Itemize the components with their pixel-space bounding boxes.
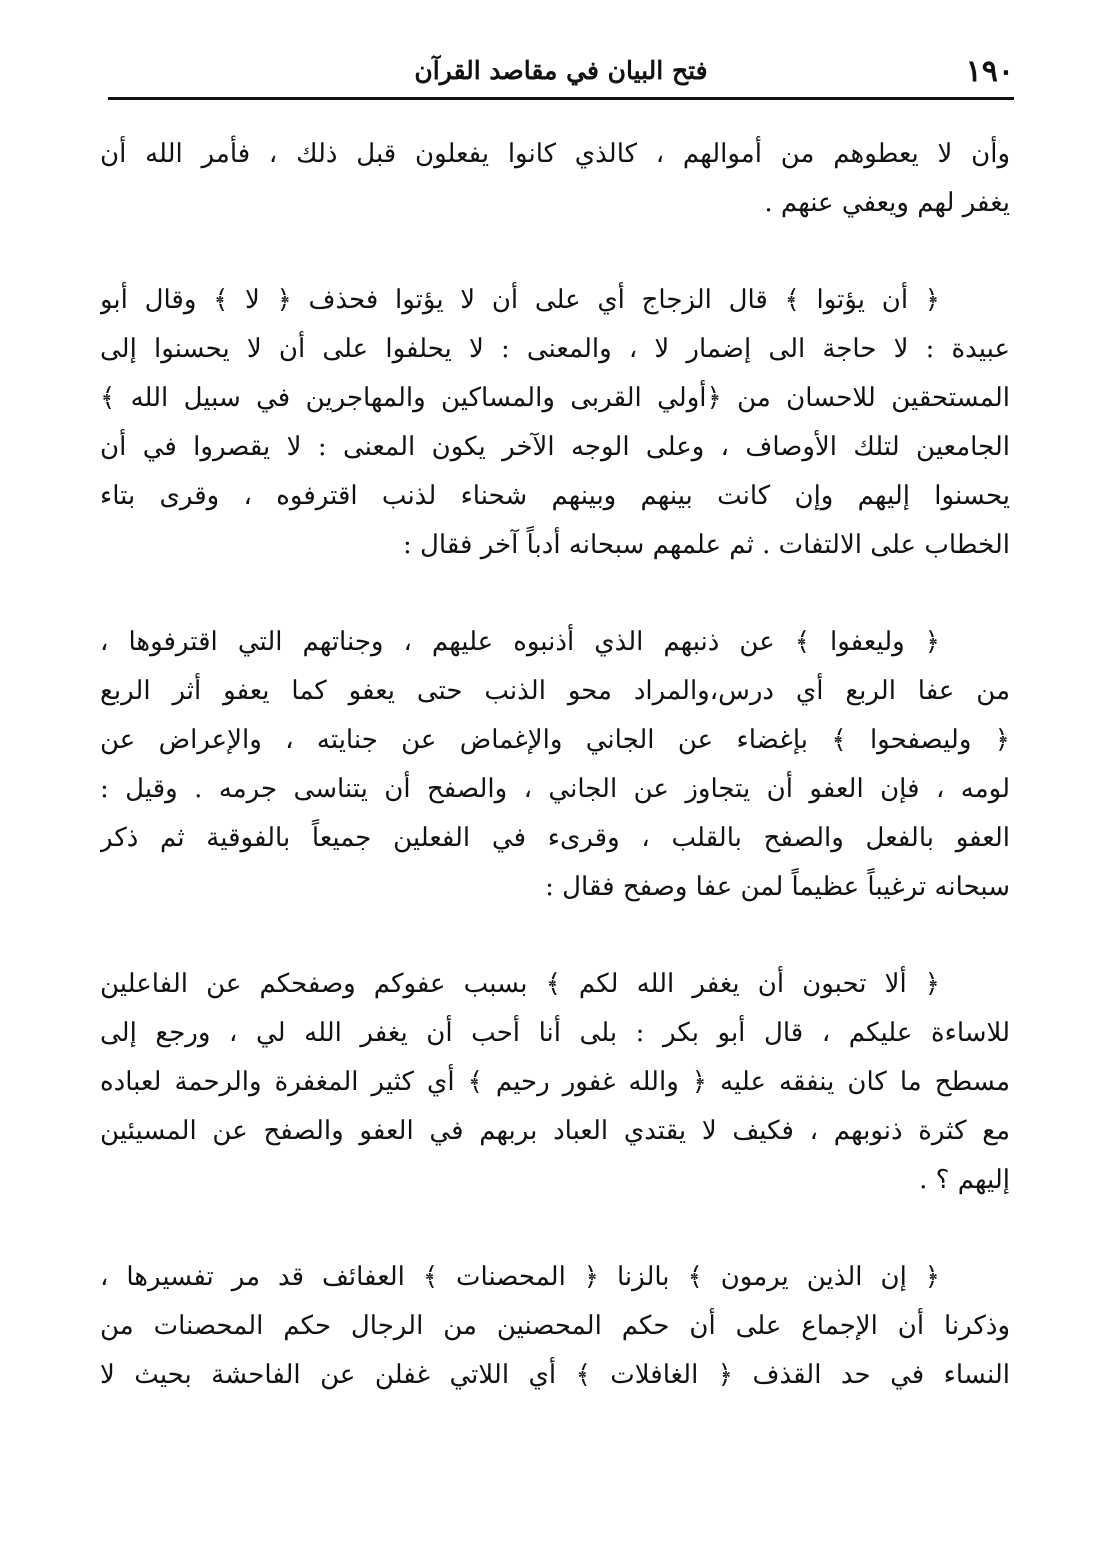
text-line: النساء في حد القذف ﴿ الغافلات ﴾ أي اللاتي غفلن عن الفاحشة بحيث لا	[100, 1360, 1010, 1390]
text-line: يحسنوا إليهم وإن كانت بينهم وبينهم شحناء لذنب اقترفوه ، وقرى بتاء	[100, 481, 1010, 511]
text-line: الجامعين لتلك الأوصاف ، وعلى الوجه الآخر يكون المعنى : لا يقصروا في أن	[100, 432, 1010, 462]
text-line: لومه ، فإن العفو أن يتجاوز عن الجاني ، والصفح أن يتناسى جرمه . وقيل :	[100, 774, 1010, 804]
text-line: سبحانه ترغيباً عظيماً لمن عفا وصفح فقال :	[545, 872, 1010, 902]
text-line: للاساءة عليكم ، قال أبو بكر : بلى أنا أحب أن يغفر الله لي ، ورجع إلى	[100, 1018, 1010, 1048]
text-line: ﴿ أن يؤتوا ﴾ قال الزجاج أي على أن لا يؤتوا فحذف ﴿ لا ﴾ وقال أبو	[100, 285, 940, 315]
running-title: فتح البيان في مقاصد القرآن	[414, 56, 708, 85]
text-line: عبيدة : لا حاجة الى إضمار لا ، والمعنى : لا يحلفوا على أن لا يحسنوا إلى	[100, 334, 1010, 364]
page-header	[108, 52, 1014, 92]
header-divider	[108, 97, 1014, 100]
paragraph	[100, 130, 1010, 228]
paragraph	[100, 618, 1010, 912]
page-body	[100, 130, 1010, 1400]
text-line: ﴿ وليعفوا ﴾ عن ذنبهم الذي أذنبوه عليهم ، وجناتهم التي اقترفوها ،	[100, 627, 940, 657]
paragraph	[100, 1253, 1010, 1400]
text-line: ﴿ ألا تحبون أن يغفر الله لكم ﴾ بسبب عفوكم وصفحكم عن الفاعلين	[100, 969, 940, 999]
text-line: المستحقين للاحسان من ﴿أولي القربى والمساكين والمهاجرين في سبيل الله ﴾	[100, 383, 1010, 413]
text-line: مسطح ما كان ينفقه عليه ﴿ والله غفور رحيم ﴾ أي كثير المغفرة والرحمة لعباده	[100, 1067, 1010, 1097]
paragraph	[100, 276, 1010, 570]
text-line: العفو بالفعل والصفح بالقلب ، وقرىء في الفعلين جميعاً بالفوقية ثم ذكر	[100, 823, 1010, 853]
text-line: إليهم ؟ .	[919, 1165, 1010, 1195]
text-line: وذكرنا أن الإجماع على أن حكم المحصنين من الرجال حكم المحصنات من	[100, 1311, 1010, 1341]
text-line: وأن لا يعطوهم من أموالهم ، كالذي كانوا يفعلون قبل ذلك ، فأمر الله أن	[100, 139, 1010, 169]
text-line: من عفا الربع أي درس،والمراد محو الذنب حتى يعفو كما يعفو أثر الربع	[100, 676, 1010, 706]
text-line: ﴿ إن الذين يرمون ﴾ بالزنا ﴿ المحصنات ﴾ العفائف قد مر تفسيرها ،	[100, 1262, 940, 1292]
text-line: ﴿ وليصفحوا ﴾ بإغضاء عن الجاني والإغماض عن جنايته ، والإعراض عن	[100, 725, 1010, 755]
page-number: ١٩٠	[965, 54, 1014, 89]
paragraph	[100, 960, 1010, 1205]
text-line: الخطاب على الالتفات . ثم علمهم سبحانه أدباً آخر فقال :	[403, 530, 1010, 560]
text-line: مع كثرة ذنوبهم ، فكيف لا يقتدي العباد بربهم في العفو والصفح عن المسيئين	[100, 1116, 1010, 1146]
text-line: يغفر لهم ويعفي عنهم .	[764, 188, 1010, 218]
